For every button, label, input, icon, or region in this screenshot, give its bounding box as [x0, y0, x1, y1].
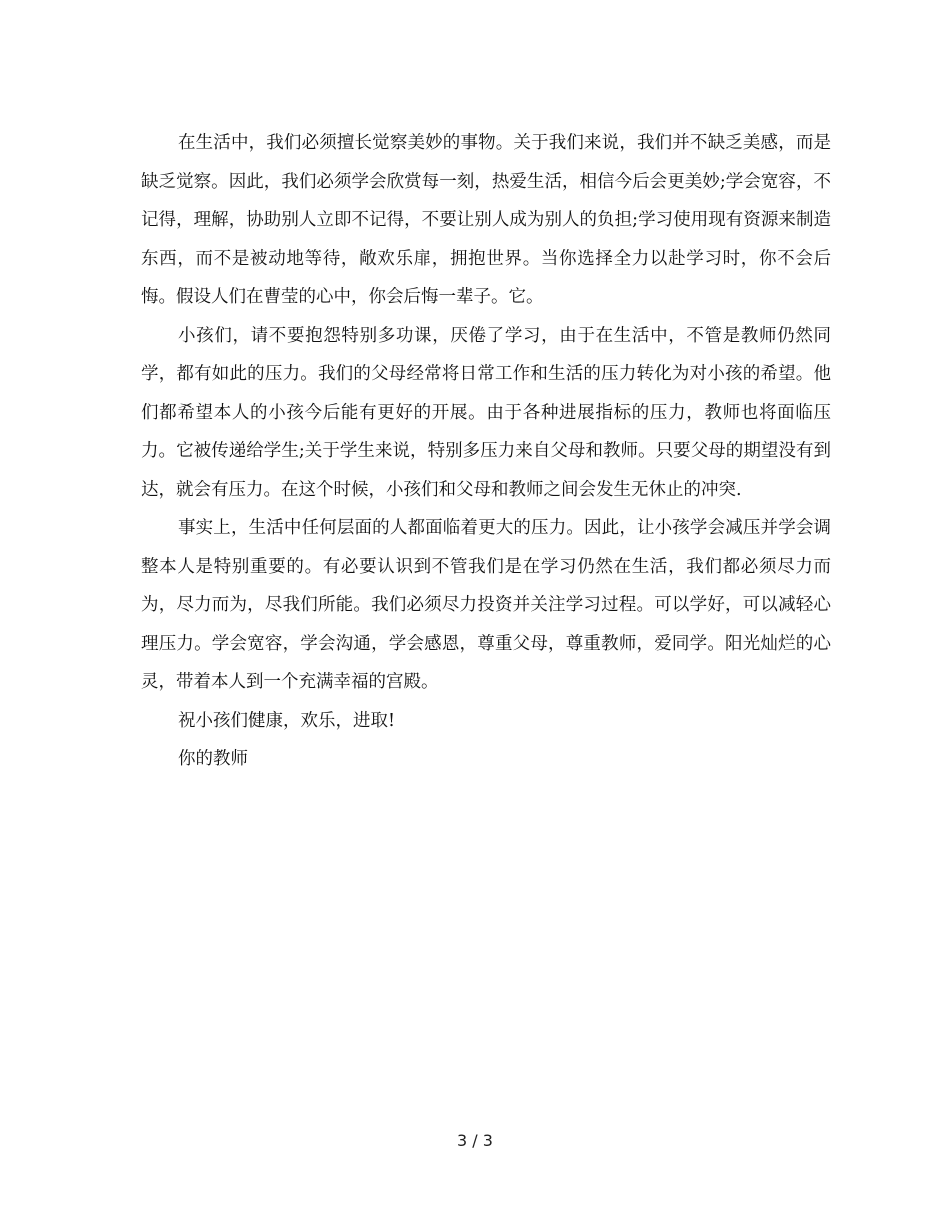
paragraph-2: 小孩们，请不要抱怨特别多功课，厌倦了学习，由于在生活中，不管是教师仍然同学，都有如此的压力。我们的父母经常将日常工作和生活的压力转化为对小孩的希望。他们都希望本人的小孩今后能有更好的开展。由于各种进展指标的压力，教师也将面临压力。它被传递给学生;关于学生来说，特别多压力来自父母和教师。只要父母的期望没有到达，就会有压力。在这个时候，小孩们和父母和教师之间会发生无休止的冲突. — [141, 325, 831, 500]
signature: 你的教师 — [178, 749, 248, 769]
paragraph-1: 在生活中，我们必须擅长觉察美妙的事物。关于我们来说，我们并不缺乏美感，而是缺乏觉察。因此，我们必须学会欣赏每一刻，热爱生活，相信今后会更美妙;学会宽容，不记得，理解，协助别人立即不记得，不要让别人成为别人的负担;学习使用现有资源来制造东西，而不是被动地等待，敞欢乐扉，拥抱世界。当你选择全力以赴学习时，你不会后悔。假设人们在曹莹的心中，你会后悔一辈子。它。 — [141, 133, 831, 307]
paragraph-3: 事实上，生活中任何层面的人都面临着更大的压力。因此，让小孩学会减压并学会调整本人是特别重要的。有必要认识到不管我们是在学习仍然在生活，我们都必须尽力而为，尽力而为，尽我们所能。我们必须尽力投资并关注学习过程。可以学好，可以减轻心理压力。学会宽容，学会沟通，学会感恩，尊重父母，尊重教师，爱同学。阳光灿烂的心灵，带着本人到一个充满幸福的宫殿。 — [141, 518, 831, 692]
closing-wish: 祝小孩们健康，欢乐，进取! — [178, 710, 396, 731]
letter-body — [141, 124, 831, 779]
page-number: 3 / 3 — [457, 1131, 493, 1150]
